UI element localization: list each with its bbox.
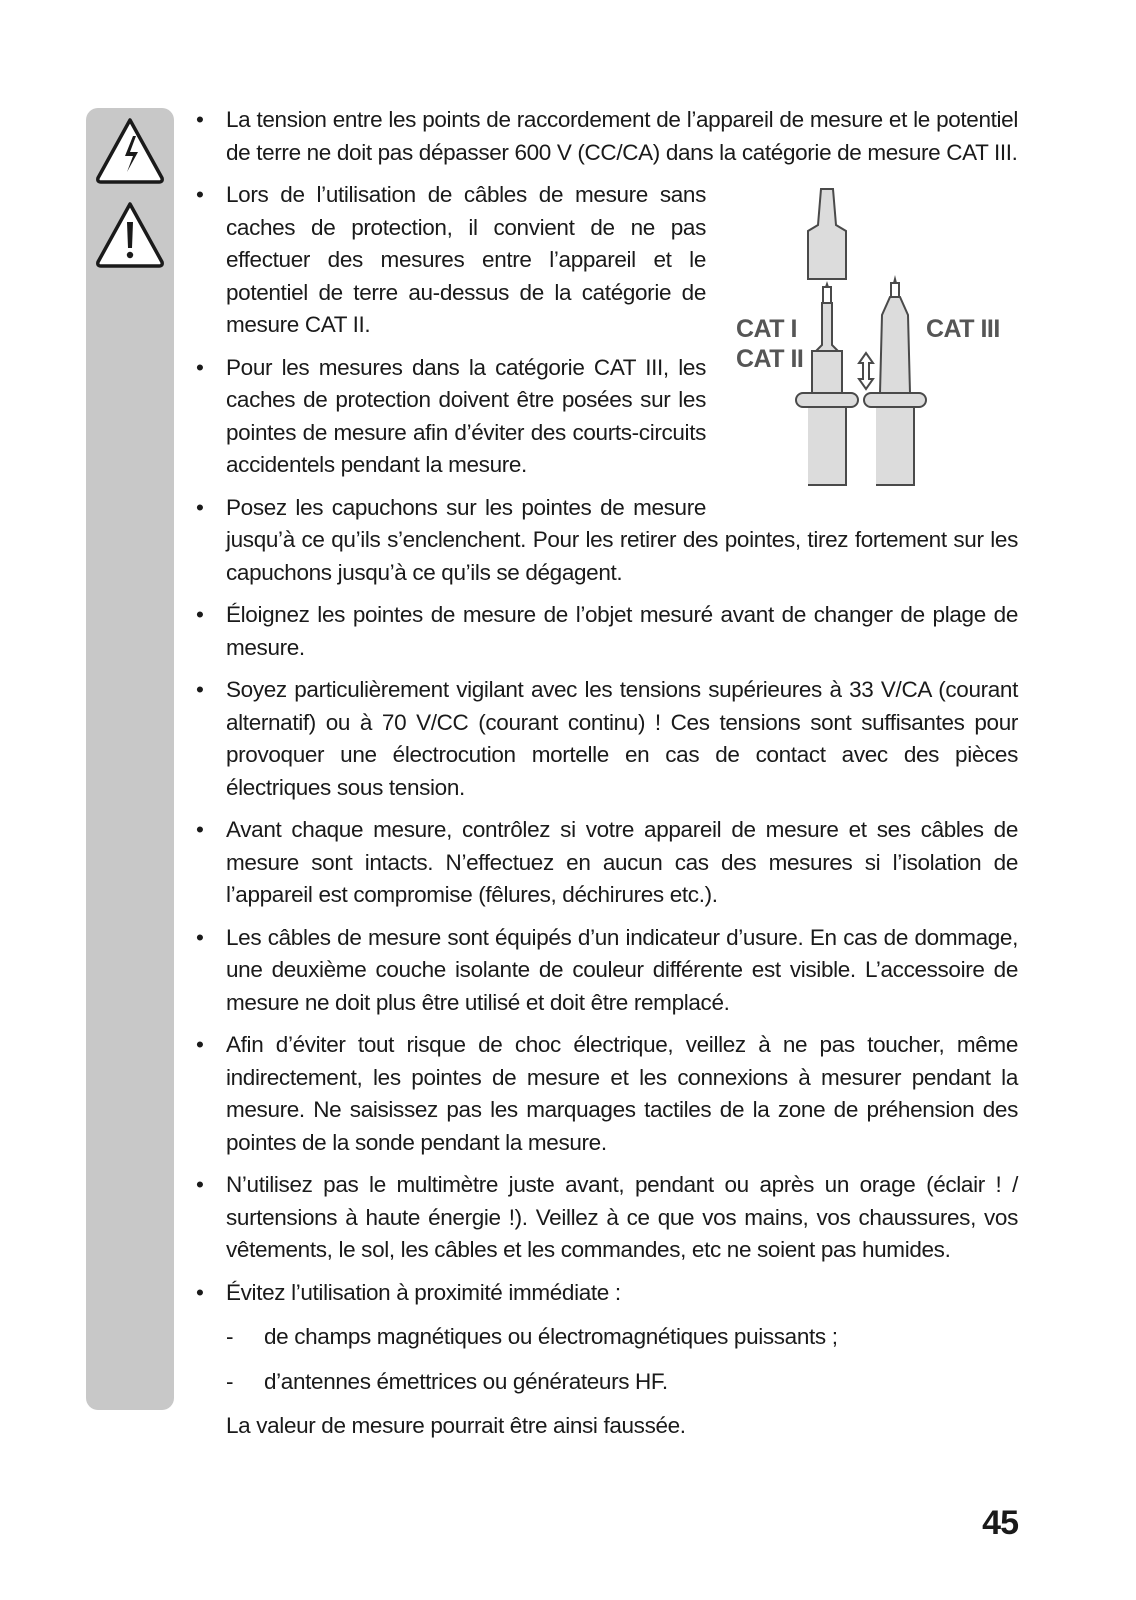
sub-list-item: - d’antennes émettrices ou générateurs HF.: [226, 1368, 668, 1394]
list-item: • N’utilisez pas le multimètre juste avant, pendant ou après un orage (éclair ! / surtensions à haute énergie !). Veillez à ce que vos mains, vos chaussures, vos vêtements, le sol, les câbles et les commandes, etc ne soient pas humides.: [196, 1172, 1018, 1262]
sub-list-item-text: d’antennes émettrices ou générateurs HF.: [264, 1368, 668, 1394]
list-item-text: Les câbles de mesure sont équipés d’un indicateur d’usure. En cas de dommage, une deuxième couche isolante de couleur différente est visible. L’accessoire de mesure ne doit plus être utilisé et doit être remplacé.: [226, 924, 1018, 1015]
list-item-text: Évitez l’utilisation à proximité immédiate :: [226, 1279, 621, 1305]
list-item-text: Éloignez les pointes de mesure de l’objet mesuré avant de changer de plage de mesure.: [226, 602, 1018, 660]
list-item-text: Avant chaque mesure, contrôlez si votre appareil de mesure et ses câbles de mesure sont intacts. N’effectuez en aucun cas des mesures si l’isolation de l’appareil est compromise (fêlures, déchirures etc.).: [226, 817, 1018, 907]
list-item-text: Soyez particulièrement vigilant avec les tensions supérieures à 33 V/CA (courant alternatif) ou à 70 V/CC (courant continu) ! Ces tensions sont suffisantes pour provoquer une électrocution mortelle en cas de contact avec des pièces électriques sous tension.: [226, 677, 1018, 800]
lightning-warning-icon: [92, 112, 168, 188]
list-item: • Afin d’éviter tout risque de choc électrique, veillez à ne pas toucher, même indirectement, les pointes de mesure et les connexions à mesurer pendant la mesure. Ne saisissez pas les marquages tactiles de la zone de préhension des pointes de la sonde pendant la mesure.: [196, 1032, 1018, 1155]
list-item-text: N’utilisez pas le multimètre juste avant, pendant ou après un orage (éclair ! / surtensions à haute énergie !). Veillez à ce que vos mains, vos chaussures, vos vêtements, le sol, les câbles et les commandes, etc ne soient pas humides.: [226, 1172, 1018, 1262]
sub-list-item: - de champs magnétiques ou électromagnétiques puissants ;: [226, 1324, 838, 1349]
list-item-text: Posez les capuchons sur les pointes de mesure jusqu’à ce qu’ils s’enclenchent. Pour les retirer des pointes, tirez fortement sur les capuchons jusqu’à ce qu’ils se dégagent.: [226, 494, 1018, 585]
list-item: • Éloignez les pointes de mesure de l’objet mesuré avant de changer de plage de mesure.: [196, 602, 1018, 660]
list-item-text: Pour les mesures dans la catégorie CAT III, les caches de protection doivent être posées sur les pointes de mesure afin d’éviter des courts-circuits accidentels pendant la mesure.: [226, 354, 706, 477]
safety-instructions: [196, 104, 1018, 1443]
list-item: • Lors de l’utilisation de câbles de mesure sans caches de protection, il convient de ne pas effectuer des mesures entre l’appareil et le potentiel de terre au-dessus de la catégorie de mesure CAT II.: [196, 182, 706, 337]
list-item: • La tension entre les points de raccordement de l’appareil de mesure et le potentiel de terre ne doit pas dépasser 600 V (CC/CA) dans la catégorie de mesure CAT III.: [196, 107, 1018, 165]
list-item: • Évitez l’utilisation à proximité immédiate :: [196, 1279, 621, 1305]
cat3-label: CAT III: [926, 315, 1000, 343]
cat2-label: CAT II: [736, 345, 804, 373]
list-item-text: Lors de l’utilisation de câbles de mesure sans caches de protection, il convient de ne pas effectuer des mesures entre l’appareil et le potentiel de terre au-dessus de la catégorie de mesure CAT II.: [226, 182, 706, 337]
page-number: 45: [982, 1504, 1018, 1542]
list-item: • Pour les mesures dans la catégorie CAT III, les caches de protection doivent être posées sur les pointes de mesure afin d’éviter des courts-circuits accidentels pendant la mesure.: [196, 354, 706, 477]
list-item: • Les câbles de mesure sont équipés d’un indicateur d’usure. En cas de dommage, une deuxième couche isolante de couleur différente est visible. L’accessoire de mesure ne doit plus être utilisé et doit être remplacé.: [196, 924, 1018, 1015]
exclamation-warning-icon: [92, 196, 168, 272]
cat1-label: CAT I: [736, 315, 797, 343]
list-item: • Soyez particulièrement vigilant avec les tensions supérieures à 33 V/CA (courant alternatif) ou à 70 V/CC (courant continu) ! Ces tensions sont suffisantes pour provoquer une électrocution mortelle en cas de contact avec des pièces électriques sous tension.: [196, 677, 1018, 800]
sub-list-item-text: de champs magnétiques ou électromagnétiques puissants ;: [264, 1324, 838, 1349]
list-item-text: Afin d’éviter tout risque de choc électrique, veillez à ne pas toucher, même indirectement, les pointes de mesure et les connexions à mesurer pendant la mesure. Ne saisissez pas les marquages tactiles de la zone de préhension des pointes de la sonde pendant la mesure.: [226, 1032, 1018, 1155]
warning-sidebar: [86, 108, 174, 1410]
list-item: • Posez les capuchons sur les pointes de mesure jusqu’à ce qu’ils s’enclenchent. Pour les retirer des pointes, tirez fortement sur les capuchons jusqu’à ce qu’ils se dégagent.: [196, 494, 1018, 585]
list-item: • Avant chaque mesure, contrôlez si votre appareil de mesure et ses câbles de mesure sont intacts. N’effectuez en aucun cas des mesures si l’isolation de l’appareil est compromise (fêlures, déchirures etc.).: [196, 817, 1018, 907]
list-item-text: La tension entre les points de raccordement de l’appareil de mesure et le potentiel de terre ne doit pas dépasser 600 V (CC/CA) dans la catégorie de mesure CAT III.: [226, 107, 1018, 165]
closing-note: La valeur de mesure pourrait être ainsi faussée.: [226, 1413, 686, 1438]
